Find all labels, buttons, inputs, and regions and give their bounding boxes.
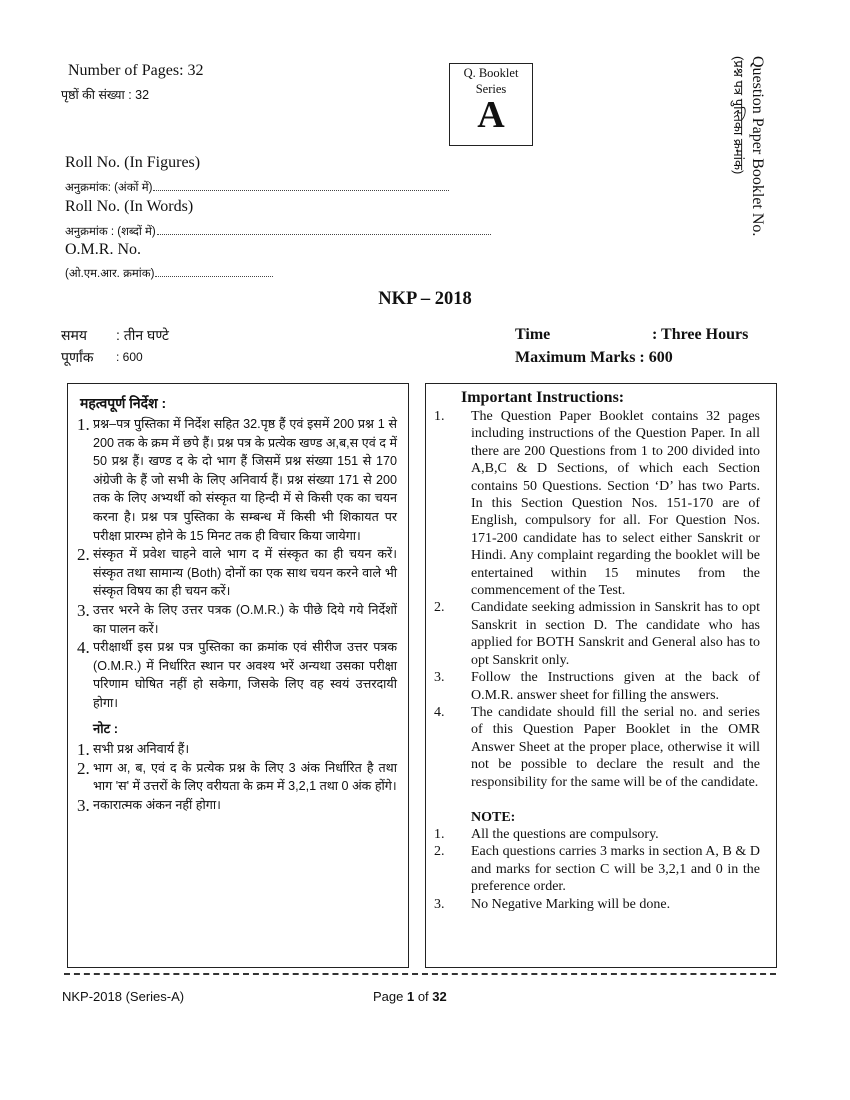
item-text: प्रश्न–पत्र पुस्तिका में निर्देश सहित 32.पृष्ठ हैं एवं इसमें 200 प्रश्न 1 से 200 तक के क्रम में छपे हैं। प्रश्न पत्र के प्रत्येक खण्ड अ,ब,स एवं द में 50 प्रश्न हैं। खण्ड द के दो भाग हैं जिसमें प्रश्न संख्या 151 से 170 अंग्रेजी के हैं जो सभी के लिए अनिवार्य हैं। प्रश्न संख्या 171 से 200 तक के लिए अभ्यर्थी को संस्कृत या हिन्दी में से किसी एक का चयन करना है। प्रश्न पत्र पुस्तिका के सम्बन्ध में किसी भी शिकायत पर परीक्षा प्रारम्भ होने के 15 मिनट तक ही विचार किया जायेगा।: [93, 417, 397, 543]
hindi-instructions-box: [67, 383, 409, 968]
item-number: 1.: [434, 826, 445, 842]
item-number: 2.: [77, 758, 90, 778]
roll-no-words-field[interactable]: [65, 224, 491, 239]
omr-no-label: O.M.R. No.: [65, 241, 142, 258]
item-text: परीक्षार्थी इस प्रश्न पत्र पुस्तिका का क्रमांक एवं सीरीज उत्तर पत्रक (O.M.R.) में निर्धारित स्थान पर अवश्य भरें अन्यथा उसका परीक्षा परिणाम घोषित नहीं हो सकेगा, जिसके लिए वह स्वयं उत्तरदायी होगा।: [93, 640, 397, 710]
item-number: 4.: [434, 704, 445, 720]
hindi-note-item: [77, 740, 397, 759]
roll-no-words-label: Roll No. (In Words): [65, 198, 194, 215]
hindi-note-item: [77, 796, 397, 815]
item-number: 2.: [434, 600, 445, 616]
roll-no-words-hi-label: अनुक्रमांक : (शब्दों में): [65, 226, 156, 238]
time-label-en: Time: [515, 326, 551, 343]
roll-no-figures-label: Roll No. (In Figures): [65, 154, 201, 171]
series-letter: A: [477, 94, 505, 136]
item-text: संस्कृत में प्रवेश चाहने वाले भाग द में संस्कृत का ही चयन करें। संस्कृत तथा सामान्य (Both) दोनों का एक साथ चयन करने वाले भी संस्कृत विषय का ही चयन करें।: [93, 547, 397, 599]
item-text: भाग अ, ब, एवं द के प्रत्येक प्रश्न के लिए 3 अंक निर्धारित है तथा भाग 'स' में उत्तरों के लिए वरीयता के क्रम में 3,2,1 तथा 0 अंक होंगे।: [93, 760, 397, 794]
item-text: The Question Paper Booklet contains 32 pages including instructions of the Question Paper. In all there are 200 Questions from 1 to 200 divided into A,B,C & D Sections, of which each Section contains 50 Questions. Section ‘D’ has two Parts. In this Section Question Nos. 151-170 are of English, compulsory for all. For Question Nos. 171-200 candidate has to select either Sanskrit or Hindi. Any complaint regarding the booklet will be entertained within 15 minutes from the commencement of the Test.: [471, 409, 760, 599]
hindi-instruction-item: [77, 415, 397, 545]
omr-no-field[interactable]: [65, 266, 273, 281]
item-number: 3.: [434, 896, 445, 912]
english-instruction-item: [434, 704, 760, 791]
item-text: उत्तर भरने के लिए उत्तर पत्रक (O.M.R.) के पीछे दिये गये निर्देशों का पालन करें।: [93, 602, 397, 636]
hindi-note-heading: नोट :: [93, 720, 119, 736]
hindi-instruction-item: [77, 638, 397, 712]
english-instruction-item: [434, 599, 760, 669]
item-text: All the questions are compulsory.: [471, 826, 659, 842]
dotted-fill-line: [155, 276, 273, 277]
item-text: Candidate seeking admission in Sanskrit has to opt Sanskrit in section D. The candidate who has applied for BOTH Sanskrit and General also has to opt Sanskrit only.: [471, 600, 760, 668]
hindi-instruction-item: [77, 601, 397, 638]
english-note-item: [434, 826, 760, 843]
item-number: 3.: [77, 600, 90, 620]
item-number: 2.: [77, 545, 90, 565]
max-marks-value-hi: : 600: [116, 350, 143, 364]
item-text: The candidate should fill the serial no. and series of this Question Paper Booklet in the OMR Answer Sheet at the proper place, otherwise it will not be possible to declare the result and the responsibility for the same will be of the candidate.: [471, 704, 760, 790]
item-number: 3.: [434, 670, 445, 686]
max-marks-label-hi: पूर्णांक: [61, 349, 94, 365]
time-value-hi: : तीन घण्टे: [116, 327, 169, 343]
english-instructions-box: [425, 383, 777, 968]
english-instruction-item: [434, 669, 760, 704]
hindi-instruction-item: [77, 545, 397, 601]
page-total: 32: [432, 989, 447, 1004]
item-number: 1.: [434, 409, 445, 424]
item-text: No Negative Marking will be done.: [471, 896, 671, 912]
booklet-no-label-en: Question Paper Booklet No.: [749, 56, 766, 237]
item-number: 3.: [77, 795, 90, 815]
hindi-instructions-heading: महत्वपूर्ण निर्देश :: [80, 395, 167, 411]
booklet-series-box: [449, 63, 533, 146]
page-prefix: Page: [373, 989, 407, 1004]
item-text: सभी प्रश्न अनिवार्य हैं।: [93, 741, 190, 756]
max-marks-en: Maximum Marks : 600: [515, 349, 673, 366]
footer-series-label: NKP-2018 (Series-A): [62, 989, 185, 1004]
booklet-no-label-hi: (प्रश्न पत्र पुस्तिका क्रमांक): [731, 56, 746, 175]
roll-no-figures-field[interactable]: [65, 180, 449, 195]
item-number: 1.: [77, 739, 90, 759]
item-number: 4.: [77, 638, 90, 658]
item-number: 2.: [434, 844, 445, 860]
footer-page-number: [373, 989, 447, 1004]
item-number: 1.: [77, 415, 90, 434]
dotted-fill-line: [157, 234, 491, 235]
number-of-pages-en: Number of Pages: 32: [68, 62, 204, 79]
series-box-label-line1: Q. Booklet: [463, 66, 519, 80]
time-value-en: : Three Hours: [652, 326, 749, 343]
page-current: 1: [406, 989, 415, 1004]
time-label-hi: समय: [61, 327, 87, 343]
item-text: Follow the Instructions given at the back of O.M.R. answer sheet for filling the answers.: [471, 670, 760, 703]
item-text: Each questions carries 3 marks in section A, B & D and marks for section C will be 3,2,1 and 0 in the preference order.: [471, 844, 760, 895]
dotted-fill-line: [153, 190, 449, 191]
omr-no-hi-label: (ओ.एम.आर. क्रमांक): [65, 268, 155, 280]
hindi-note-item: [77, 759, 397, 796]
english-instructions-heading: Important Instructions:: [461, 389, 625, 406]
roll-no-figures-hi-label: अनुक्रमांक: (अंकों में): [65, 182, 153, 194]
item-text: नकारात्मक अंकन नहीं होगा।: [93, 797, 221, 812]
page-of: of: [414, 989, 433, 1004]
dashed-divider: [64, 973, 776, 975]
english-note-item: [434, 843, 760, 895]
english-instruction-item: [434, 408, 760, 599]
english-note-item: [434, 896, 760, 913]
exam-code-title: NKP – 2018: [378, 289, 472, 309]
series-box-label-line2: Series: [475, 82, 507, 96]
english-note-heading: NOTE:: [471, 809, 516, 825]
number-of-pages-hi: पृष्ठों की संख्या : 32: [61, 88, 150, 102]
question-paper-booklet-no-field[interactable]: [700, 56, 770, 256]
